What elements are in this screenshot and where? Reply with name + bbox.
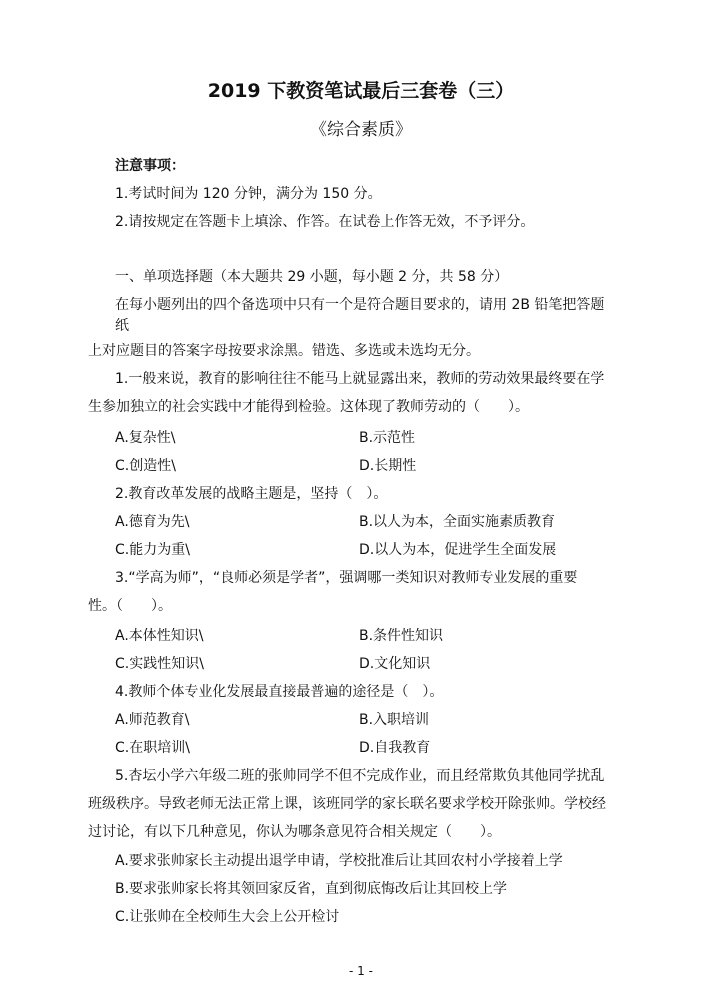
notes-heading: 注意事项： bbox=[115, 158, 185, 174]
option-c: C.让张帅在全校师生大会上公开检讨 bbox=[115, 909, 340, 925]
option-d: D.文化知识 bbox=[359, 656, 431, 672]
option-c: C.创造性\ bbox=[115, 458, 176, 474]
question-stem: 2.教育改革发展的战略主题是，坚持（ ）。 bbox=[115, 486, 388, 502]
question-stem: 1.一般来说，教育的影响往往不能马上就显露出来，教师的劳动效果最终要在学 bbox=[115, 371, 605, 387]
question-stem: 生参加独立的社会实践中才能得到检验。这体现了教师劳动的（ ）。 bbox=[88, 399, 529, 415]
question-stem: 4.教师个体专业化发展最直接最普遍的途径是（ ）。 bbox=[115, 684, 444, 700]
section-instruction: 在每小题列出的四个备选项中只有一个是符合题目要求的，请用 2B 铅笔把答题 bbox=[115, 297, 605, 313]
option-d: D.以人为本，促进学生全面发展 bbox=[359, 542, 557, 558]
option-a: A.要求张帅家长主动提出退学申请，学校批准后让其回农村小学接着上学 bbox=[115, 853, 563, 869]
option-d: D.长期性 bbox=[359, 458, 417, 474]
note-item: 1.考试时间为 120 分钟，满分为 150 分。 bbox=[115, 186, 382, 202]
section-instruction: 纸 bbox=[115, 318, 129, 334]
question-stem: 5.杏坛小学六年级二班的张帅同学不但不完成作业，而且经常欺负其他同学扰乱 bbox=[115, 768, 605, 784]
option-c: C.实践性知识\ bbox=[115, 656, 204, 672]
option-b: B.条件性知识 bbox=[359, 628, 444, 644]
section-instruction: 上对应题目的答案字母按要求涂黑。错选、多选或未选均无分。 bbox=[88, 343, 480, 359]
question-stem: 过讨论，有以下几种意见，你认为哪条意见符合相关规定（ ）。 bbox=[88, 824, 501, 840]
page-title: 2019 下教资笔试最后三套卷（三） bbox=[207, 80, 515, 102]
question-stem: 3.“学高为师”，“良师必须是学者”，强调哪一类知识对教师专业发展的重要 bbox=[115, 570, 578, 586]
option-c: C.在职培训\ bbox=[115, 740, 190, 756]
option-b: B.要求张帅家长将其领回家反省，直到彻底悔改后让其回校上学 bbox=[115, 881, 508, 897]
option-c: C.能力为重\ bbox=[115, 542, 190, 558]
question-stem: 性。（ ）。 bbox=[88, 598, 172, 614]
page-number: - 1 - bbox=[349, 964, 373, 978]
option-b: B.入职培训 bbox=[359, 712, 430, 728]
option-a: A.复杂性\ bbox=[115, 430, 176, 446]
option-d: D.自我教育 bbox=[359, 740, 431, 756]
option-b: B.示范性 bbox=[359, 430, 416, 446]
option-a: A.德育为先\ bbox=[115, 514, 190, 530]
section-heading: 一、单项选择题（本大题共 29 小题，每小题 2 分，共 58 分） bbox=[115, 269, 509, 285]
option-a: A.本体性知识\ bbox=[115, 628, 204, 644]
option-a: A.师范教育\ bbox=[115, 712, 190, 728]
option-b: B.以人为本，全面实施素质教育 bbox=[359, 514, 556, 530]
page-subtitle: 《综合素质》 bbox=[310, 120, 412, 140]
question-stem: 班级秩序。导致老师无法正常上课，该班同学的家长联名要求学校开除张帅。学校经 bbox=[88, 796, 606, 812]
note-item: 2.请按规定在答题卡上填涂、作答。在试卷上作答无效，不予评分。 bbox=[115, 214, 535, 230]
